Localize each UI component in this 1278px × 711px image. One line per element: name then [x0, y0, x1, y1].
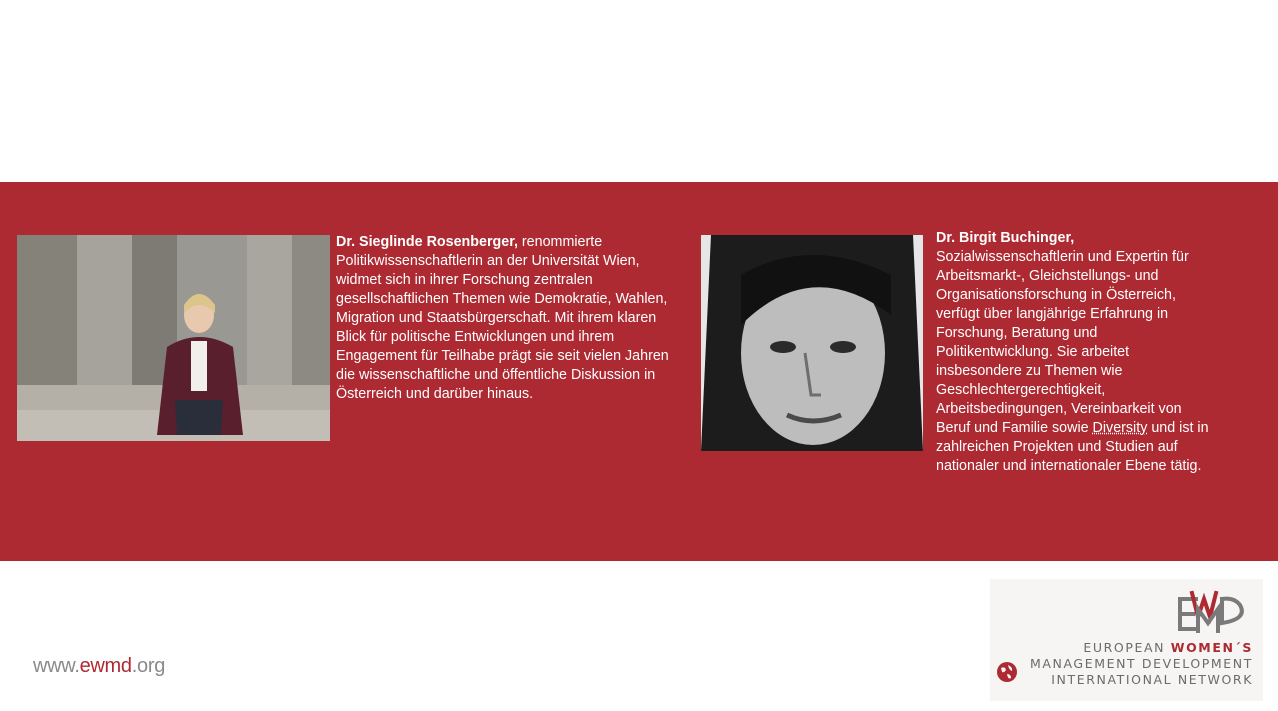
logo-line-1-accent: WOMEN´S — [1170, 640, 1253, 655]
logo-line-1 — [1083, 640, 1253, 655]
speaker-bio: Sozialwissenschaftlerin und Expertin für Arbeitsmarkt-, Gleichstellungs- und Organisationsforschung in Österreich, verfügt über langjährige Erfahrung in Forschung, Beratung und Politikentwicklung. Sie arbeitet insbesondere zu Themen wie Geschlechtergerechtigkeit, Arbeitsbedingungen, Vereinbarkeit von Beruf und Familie sowie — [936, 249, 1189, 436]
globe-icon — [996, 661, 1018, 683]
logo-line-3: INTERNATIONAL NETWORK — [1051, 672, 1253, 687]
portrait-photo-icon — [17, 235, 330, 441]
portrait-buchinger — [701, 235, 923, 451]
url-brand: ewmd — [79, 655, 132, 677]
footer-website[interactable] — [33, 655, 165, 678]
bio-rosenberger — [336, 233, 676, 404]
url-prefix: www. — [33, 655, 80, 677]
portrait-photo-icon — [701, 235, 923, 451]
logo-line-1-prefix: EUROPEAN — [1083, 640, 1171, 655]
ewmd-logo — [990, 579, 1263, 701]
speaker-name: Dr. Sieglinde Rosenberger, — [336, 234, 518, 250]
speaker-bio-end: und ist in zahlreichen Projekten und Studien auf nationaler und internationaler Ebene tätig. — [936, 420, 1209, 474]
speaker-band — [0, 182, 1278, 561]
speaker-name: Dr. Birgit Buchinger, — [936, 230, 1075, 246]
logo-line-2: MANAGEMENT DEVELOPMENT — [1030, 656, 1253, 671]
speaker-bio: renommierte Politikwissenschaftlerin an der Universität Wien, widmet sich in ihrer Forschung zentralen gesellschaftlichen Themen wie Demokratie, Wahlen, Migration und Staatsbürgerschaft. Mit ihrem klaren Blick für politische Entwicklungen und ihrem Engagement für Teilhabe prägt sie seit vielen Jahren die wissenschaftliche und öffentliche Diskussion in Österreich und darüber hinaus. — [336, 234, 669, 402]
portrait-rosenberger — [17, 235, 330, 441]
bio-buchinger — [936, 229, 1211, 476]
speaker-bio-underlined: Diversity — [1092, 420, 1148, 436]
url-suffix: .org — [131, 655, 166, 677]
